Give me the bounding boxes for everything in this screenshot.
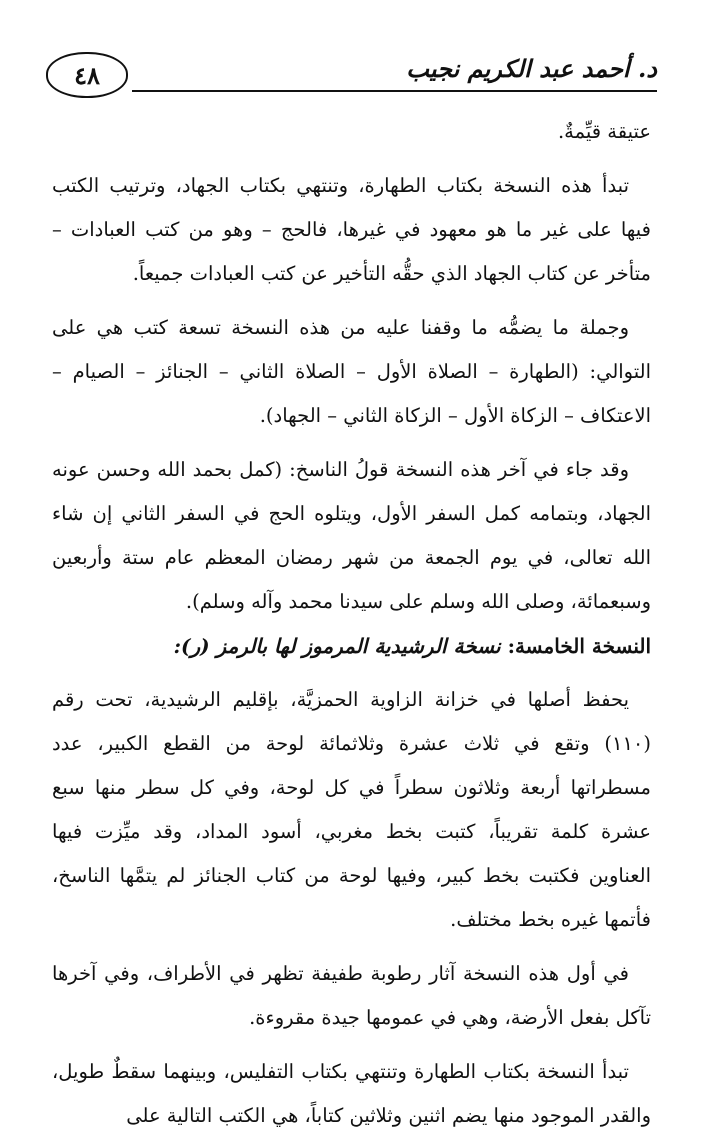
section-heading-lead: النسخة الخامسة: <box>507 634 651 658</box>
paragraph: في أول هذه النسخة آثار رطوبة طفيفة تظهر في الأطراف، وفي آخرها تآكل بفعل الأرضة، وهي في عمومها جيدة مقروءة. <box>52 962 651 1029</box>
header-rule <box>132 90 657 92</box>
paragraph: تبدأ النسخة بكتاب الطهارة وتنتهي بكتاب التفليس، وبينهما سقطٌ طويل، والقدر الموجود منها يضم اثنين وثلاثين كتاباً، هي الكتب التالية على <box>52 1060 651 1127</box>
paragraph: يحفظ أصلها في خزانة الزاوية الحمزيَّة، بإقليم الرشيدية، تحت رقم (١١٠) وتقع في ثلاث عشرة وثلاثمائة لوحة من القطع الكبير، عدد مسطراتها أربعة وثلاثون سطراً في كل لوحة، وفي كل سطر منها سبع عشرة كلمة تقريباً، كتبت بخط مغربي، أسود المداد، وقد ميِّزت فيها العناوين فكتبت بخط كبير، وفيها لوحة من كتاب الجنائز لم يتمَّها الناسخ، فأتمها غيره بخط مختلف. <box>52 688 651 931</box>
paragraph: وجملة ما يضمُّه ما وقفنا عليه من هذه النسخة تسعة كتب هي على التوالي: (الطهارة – الصلاة الأول – الصلاة الثاني – الجنائز – الصيام – الاعتكاف – الزكاة الأول – الزكاة الثاني – الجهاد). <box>52 316 651 427</box>
page-body <box>52 110 651 1138</box>
paragraph: عتيقة قيِّمةٌ. <box>557 120 651 143</box>
section-heading <box>52 624 651 668</box>
paragraph: تبدأ هذه النسخة بكتاب الطهارة، وتنتهي بكتاب الجهاد، وترتيب الكتب فيها على غير ما هو معهود في غيرها، فالحج – وهو من كتب العبادات – متأخر عن كتاب الجهاد الذي حقُّه التأخير عن كتب العبادات جميعاً. <box>52 174 651 285</box>
page-header <box>46 52 657 96</box>
running-head-author: د. أحمد عبد الكريم نجيب <box>406 54 657 83</box>
page-number-badge: ٤٨ <box>46 52 128 98</box>
section-heading-title: نسخة الرشيدية المرموز لها بالرمز (ر): <box>173 634 501 658</box>
paragraph: وقد جاء في آخر هذه النسخة قولُ الناسخ: (كمل بحمد الله وحسن عونه الجهاد، وبتمامه كمل السفر الأول، ويتلوه الحج في السفر الثاني إن شاء الله تعالى، في يوم الجمعة من شهر رمضان المعظم عام ستة وأربعين وسبعمائة، وصلى الله وسلم على سيدنا محمد وآله وسلم). <box>52 458 651 613</box>
